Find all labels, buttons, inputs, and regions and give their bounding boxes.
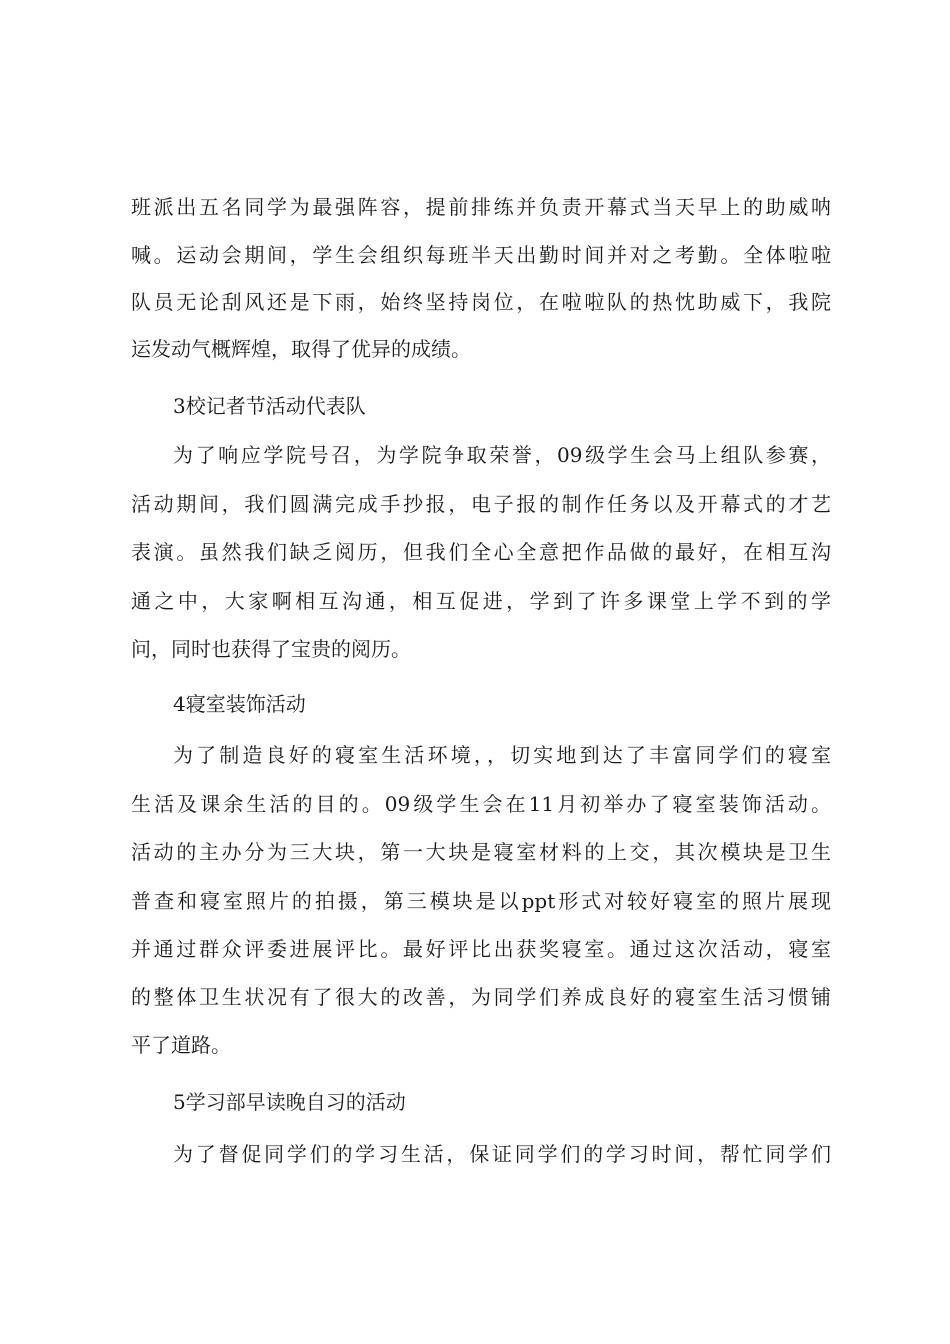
paragraph-line: 生活及课余生活的目的。09级学生会在11月初举办了寝室装饰活动。 — [131, 792, 831, 816]
section-heading: 5学习部早读晚自习的活动 — [173, 1090, 406, 1114]
paragraph-line: 的整体卫生状况有了很大的改善，为同学们养成良好的寝室生活习惯铺 — [131, 985, 831, 1009]
paragraph-line: 运发动气概辉煌，取得了优异的成绩。 — [131, 337, 471, 361]
paragraph-line: 为了响应学院号召，为学院争取荣誉，09级学生会马上组队参赛， — [173, 443, 831, 467]
paragraph-line: 喊。运动会期间，学生会组织每班半天出勤时间并对之考勤。全体啦啦 — [131, 243, 831, 267]
paragraph-line: 为了督促同学们的学习生活，保证同学们的学习时间，帮忙同学们 — [173, 1142, 831, 1166]
paragraph-line: 队员无论刮风还是下雨，始终坚持岗位，在啦啦队的热忱助威下，我院 — [131, 290, 831, 314]
paragraph-line: 问，同时也获得了宝贵的阅历。 — [131, 637, 411, 661]
paragraph-line: 通之中，大家啊相互沟通，相互促进，学到了许多课堂上学不到的学 — [131, 589, 831, 613]
paragraph-line: 活动期间，我们圆满完成手抄报，电子报的制作任务以及开幕式的才艺 — [131, 492, 831, 516]
section-heading: 4寝室装饰活动 — [173, 692, 306, 716]
paragraph-line: 为了制造良好的寝室生活环境，，切实地到达了丰富同学们的寝室 — [173, 743, 831, 767]
paragraph-line: 活动的主办分为三大块，第一大块是寝室材料的上交，其次模块是卫生 — [131, 840, 831, 864]
section-heading: 3校记者节活动代表队 — [173, 394, 366, 418]
paragraph-line: 班派出五名同学为最强阵容，提前排练并负责开幕式当天早上的助威呐 — [131, 195, 831, 219]
paragraph-line: 平了道路。 — [131, 1033, 231, 1057]
paragraph-line: 并通过群众评委进展评比。最好评比出获奖寝室。通过这次活动，寝室 — [131, 937, 831, 961]
paragraph-line: 普查和寝室照片的拍摄，第三模块是以ppt形式对较好寝室的照片展现 — [131, 889, 831, 913]
paragraph-line: 表演。虽然我们缺乏阅历，但我们全心全意把作品做的最好，在相互沟 — [131, 540, 831, 564]
